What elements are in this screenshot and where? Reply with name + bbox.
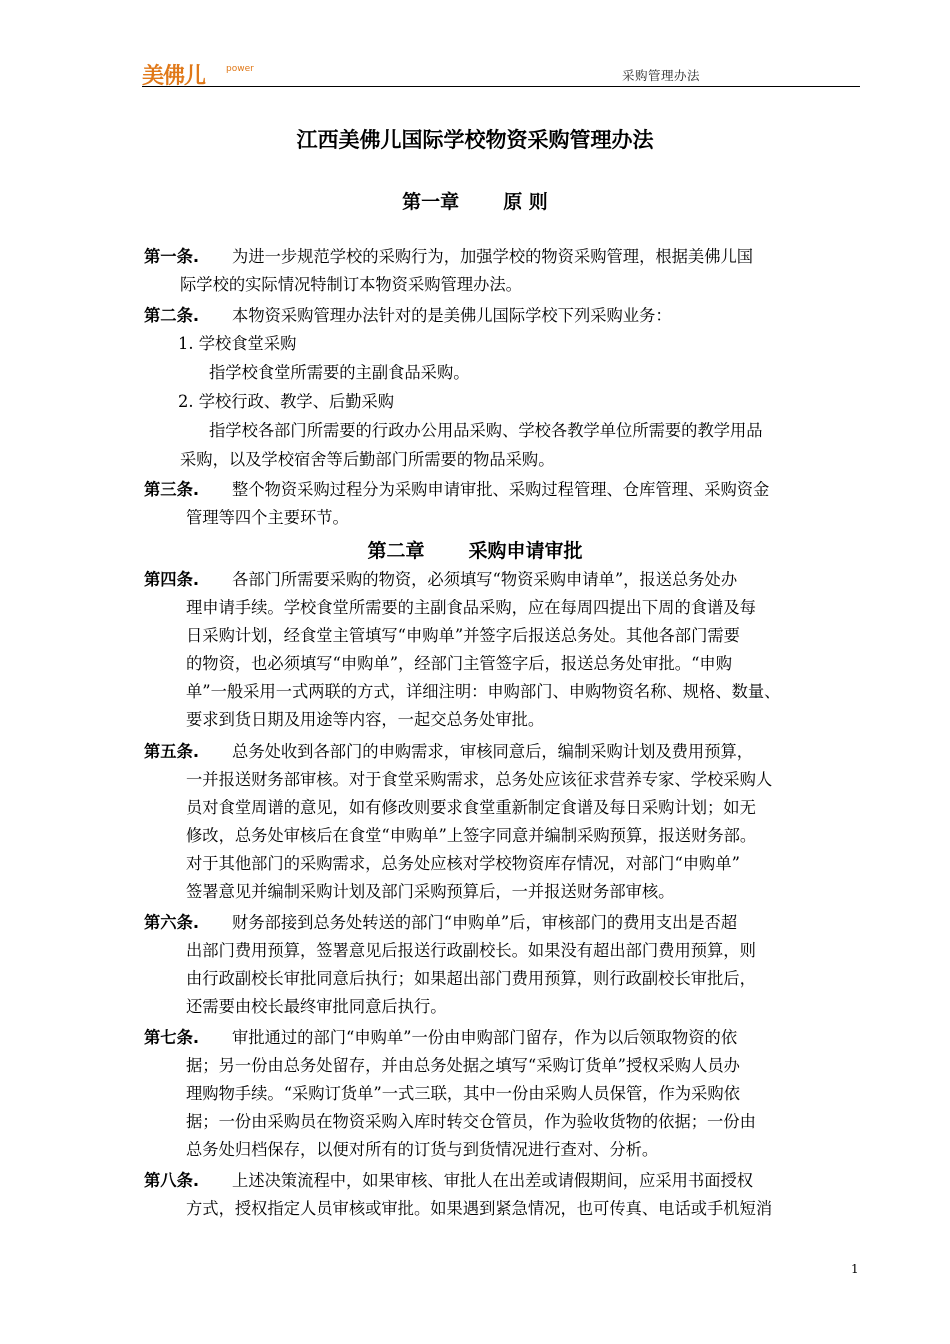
article-1-label: 第一条. bbox=[144, 247, 200, 266]
article-2-line-1 bbox=[144, 305, 672, 327]
article-6-line-4: 还需要由校长最终审批同意后执行。 bbox=[186, 997, 447, 1016]
article-7-label: 第七条. bbox=[144, 1028, 200, 1047]
article-1-text: 为进一步规范学校的采购行为，加强学校的物资采购管理，根据美佛儿国 bbox=[232, 247, 754, 266]
article-2-item-1-desc: 指学校食堂所需要的主副食品采购。 bbox=[209, 363, 470, 382]
chapter-1-number: 第一章 bbox=[402, 191, 460, 213]
header-title: 采购管理办法 bbox=[621, 68, 700, 83]
article-3-label: 第三条. bbox=[144, 480, 200, 499]
article-5-line-3: 员对食堂周谱的意见，如有修改则要求食堂重新制定食谱及每日采购计划；如无 bbox=[186, 798, 756, 817]
article-5-label: 第五条. bbox=[144, 742, 200, 761]
article-4-line-6: 要求到货日期及用途等内容，一起交总务处审批。 bbox=[186, 710, 545, 729]
page-header bbox=[142, 62, 860, 86]
article-6-line-3: 由行政副校长审批同意后执行；如果超出部门费用预算，则行政副校长审批后， bbox=[186, 969, 756, 988]
chapter-1-heading bbox=[0, 187, 950, 214]
article-2-item-2: 2. 学校行政、教学、后勤采购 bbox=[178, 392, 395, 411]
article-8-text: 上述决策流程中，如果审核、审批人在出差或请假期间，应采用书面授权 bbox=[232, 1171, 754, 1190]
article-6-line-2: 出部门费用预算，签署意见后报送行政副校长。如果没有超出部门费用预算，则 bbox=[186, 941, 756, 960]
article-4-line-3: 日采购计划，经食堂主管填写“申购单”并签字后报送总务处。其他各部门需要 bbox=[186, 626, 740, 645]
logo-sub-text: power bbox=[226, 64, 254, 74]
article-6-label: 第六条. bbox=[144, 913, 200, 932]
chapter-2-number: 第二章 bbox=[367, 540, 425, 562]
article-4-line-1 bbox=[144, 569, 737, 591]
article-2-item-2-desc-1: 指学校各部门所需要的行政办公用品采购、学校各教学单位所需要的教学用品 bbox=[209, 421, 763, 440]
article-2-item-2-desc-2: 采购，以及学校宿舍等后勤部门所需要的物品采购。 bbox=[180, 450, 555, 469]
article-4-text: 各部门所需要采购的物资，必须填写“物资采购申请单”，报送总务处办 bbox=[232, 570, 738, 589]
article-3-text: 整个物资采购过程分为采购申请审批、采购过程管理、仓库管理、采购资金 bbox=[232, 480, 770, 499]
article-5-line-6: 签署意见并编制采购计划及部门采购预算后，一并报送财务部审核。 bbox=[186, 882, 675, 901]
article-4-line-2: 理申请手续。学校食堂所需要的主副食品采购，应在每周四提出下周的食谱及每 bbox=[186, 598, 756, 617]
chapter-2-heading bbox=[0, 536, 950, 563]
article-8-label: 第八条. bbox=[144, 1171, 200, 1190]
article-6-line-1 bbox=[144, 912, 737, 934]
article-4-line-5: 单”一般采用一式两联的方式，详细注明：申购部门、申购物资名称、规格、数量、 bbox=[186, 682, 781, 701]
article-7-line-1 bbox=[144, 1027, 737, 1049]
article-1-line-2: 际学校的实际情况特制订本物资采购管理办法。 bbox=[180, 275, 522, 294]
article-7-line-4: 据；一份由采购员在物资采购入库时转交仓管员，作为验收货物的依据；一份由 bbox=[186, 1112, 756, 1131]
article-3-line-2: 管理等四个主要环节。 bbox=[186, 508, 349, 527]
article-7-line-2: 据；另一份由总务处留存，并由总务处据之填写“采购订货单”授权采购人员办 bbox=[186, 1056, 740, 1075]
logo-text: 美佛儿 bbox=[142, 64, 206, 86]
article-7-line-5: 总务处归档保存，以便对所有的订货与到货情况进行查对、分析。 bbox=[186, 1140, 659, 1159]
document-title: 江西美佛儿国际学校物资采购管理办法 bbox=[296, 128, 654, 152]
article-2-label: 第二条. bbox=[144, 306, 200, 325]
article-5-line-4: 修改，总务处审核后在食堂“申购单”上签字同意并编制采购预算，报送财务部。 bbox=[186, 826, 757, 845]
article-7-text: 审批通过的部门“申购单”一份由申购部门留存，作为以后领取物资的依 bbox=[232, 1028, 738, 1047]
article-8-line-2: 方式，授权指定人员审核或审批。如果遇到紧急情况，也可传真、电话或手机短消 bbox=[186, 1199, 773, 1218]
article-4-line-4: 的物资，也必须填写“申购单”，经部门主管签字后，报送总务处审批。“申购 bbox=[186, 654, 732, 673]
article-3-line-1 bbox=[144, 479, 769, 501]
article-5-text: 总务处收到各部门的申购需求，审核同意后，编制采购计划及费用预算， bbox=[232, 742, 754, 761]
article-4-label: 第四条. bbox=[144, 570, 200, 589]
article-6-text: 财务部接到总务处转送的部门“申购单”后，审核部门的费用支出是否超 bbox=[232, 913, 738, 932]
article-5-line-1 bbox=[144, 741, 753, 763]
chapter-2-name: 采购申请审批 bbox=[468, 540, 583, 562]
article-5-line-5: 对于其他部门的采购需求，总务处应核对学校物资库存情况，对部门“申购单” bbox=[186, 854, 740, 873]
article-2-text: 本物资采购管理办法针对的是美佛儿国际学校下列采购业务： bbox=[232, 306, 672, 325]
article-8-line-1 bbox=[144, 1170, 753, 1192]
page-number: 1 bbox=[851, 1262, 859, 1276]
chapter-1-name: 原 则 bbox=[503, 191, 548, 213]
article-2-item-1: 1. 学校食堂采购 bbox=[178, 334, 297, 353]
article-5-line-2: 一并报送财务部审核。对于食堂采购需求，总务处应该征求营养专家、学校采购人 bbox=[186, 770, 773, 789]
school-logo bbox=[142, 62, 277, 86]
article-7-line-3: 理购物手续。“采购订货单”一式三联，其中一份由采购人员保管，作为采购依 bbox=[186, 1084, 740, 1103]
article-1-line-1 bbox=[144, 246, 753, 268]
header-divider bbox=[142, 86, 860, 87]
